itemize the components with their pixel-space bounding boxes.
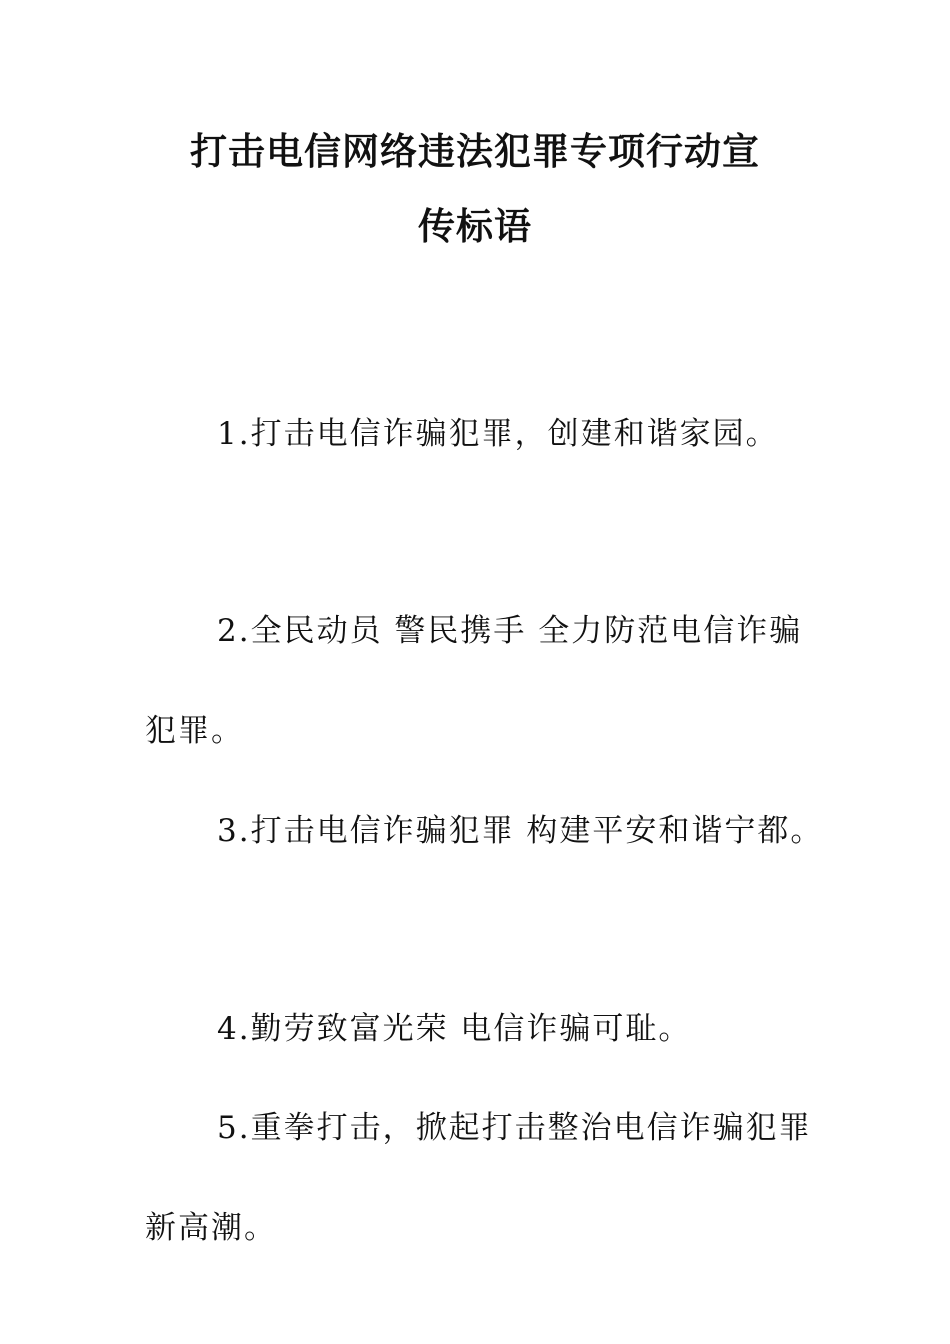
document-title-line-2: 传标语 <box>418 205 532 248</box>
slogan-paragraph-2: 2.全民动员 警民携手 全力防范电信诈骗犯罪。 <box>145 613 803 749</box>
document-title-line-1: 打击电信网络违法犯罪专项行动宣 <box>190 130 760 173</box>
slogan-paragraph-4: 4.勤劳致富光荣 电信诈骗可耻。 <box>217 1011 692 1047</box>
slogan-paragraph-1: 1.打击电信诈骗犯罪，创建和谐家园。 <box>217 416 779 452</box>
slogan-paragraph-5: 5.重拳打击，掀起打击整治电信诈骗犯罪新高潮。 <box>145 1110 812 1246</box>
slogan-paragraph-3: 3.打击电信诈骗犯罪 构建平安和谐宁都。 <box>217 813 824 849</box>
